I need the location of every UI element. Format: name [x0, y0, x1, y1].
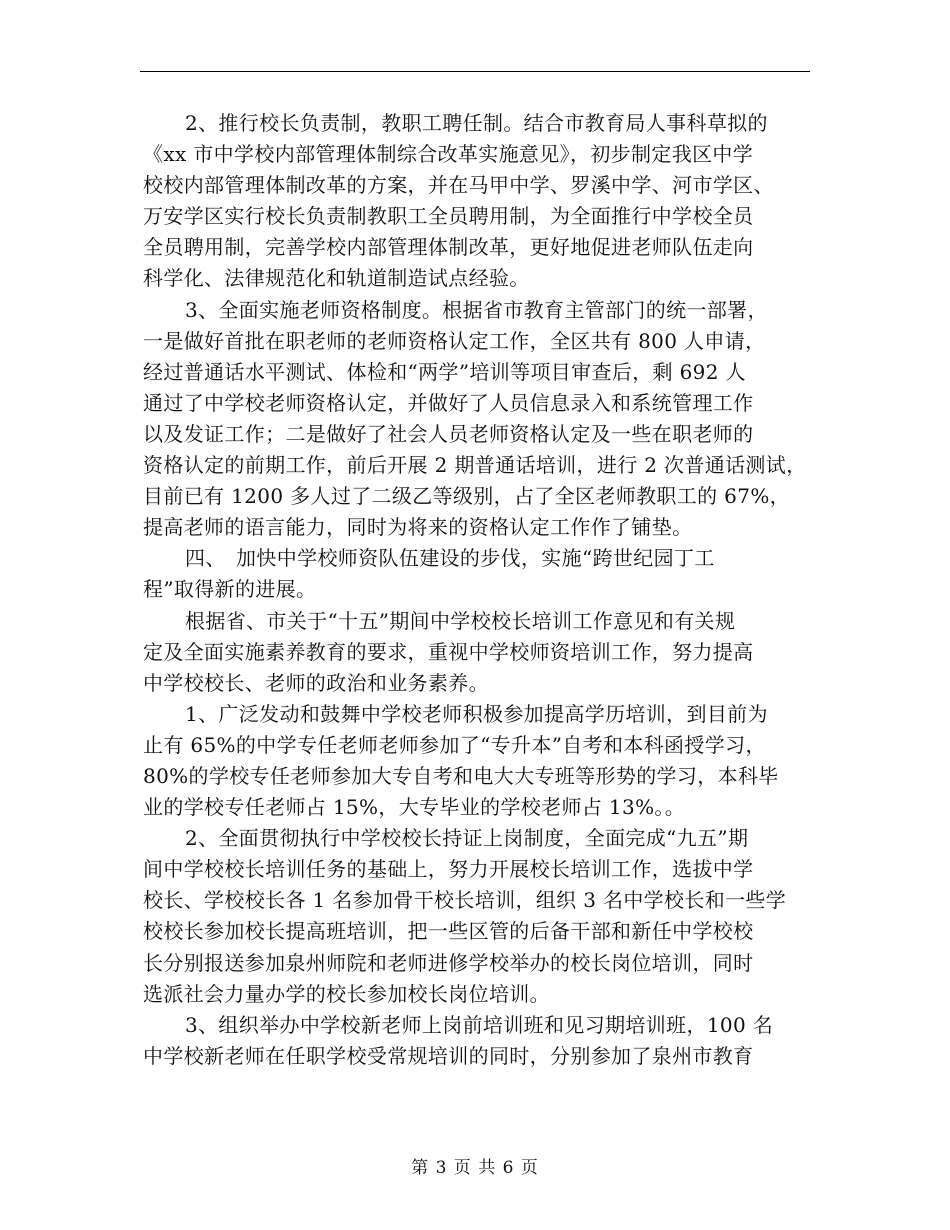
text-line: 提高老师的语言能力，同时为将来的资格认定工作作了铺垫。	[143, 515, 693, 540]
text-line: 中学校新老师在任职学校受常规培训的同时，分别参加了泉州市教育	[143, 1043, 754, 1068]
text-line: 万安学区实行校长负责制教职工全员聘用制，为全面推行中学校全员	[143, 204, 754, 229]
text-line: 全员聘用制，完善学校内部管理体制改革，更好地促进老师队伍走向	[143, 235, 754, 260]
text-line: 经过普通话水平测试、体检和“两学”培训等项目审查后，剩 692 人	[143, 359, 746, 384]
text-line: 3、全面实施老师资格制度。根据省市教育主管部门的统一部署，	[185, 297, 768, 322]
text-line: 校校内部管理体制改革的方案，并在马甲中学、罗溪中学、河市学区、	[143, 173, 774, 198]
text-line: 间中学校校长培训任务的基础上，努力开展校长培训工作，选拔中学	[143, 857, 754, 882]
document-body	[143, 108, 833, 1072]
text-line: 目前已有 1200 多人过了二级乙等级别，占了全区老师教职工的 67%，	[143, 484, 791, 509]
text-line: 程”取得新的进展。	[143, 577, 317, 602]
text-line: 长分别报送参加泉州师院和老师进修学校举办的校长岗位培训，同时	[143, 950, 754, 975]
page-footer: 第 3 页 共 6 页	[411, 1158, 539, 1178]
text-line: 校长、学校校长各 1 名参加骨干校长培训，组织 3 名中学校长和一些学	[143, 888, 787, 913]
text-line: 通过了中学校老师资格认定，并做好了人员信息录入和系统管理工作	[143, 390, 754, 415]
text-line: 科学化、法律规范化和轨道制造试点经验。	[143, 266, 530, 291]
text-line: 校校长参加校长提高班培训，把一些区管的后备干部和新任中学校校	[143, 919, 754, 944]
text-line: 2、推行校长负责制，教职工聘任制。结合市教育局人事科草拟的	[185, 111, 768, 135]
text-line: 1、广泛发动和鼓舞中学校老师积极参加提高学历培训，到目前为	[185, 701, 768, 726]
text-line: 一是做好首批在职老师的老师资格认定工作，全区共有 800 人申请，	[143, 328, 766, 353]
header-rule	[140, 71, 810, 72]
text-line: 2、全面贯彻执行中学校校长持证上岗制度，全面完成“九五”期	[185, 826, 749, 851]
text-line: 3、组织举办中学校新老师上岗前培训班和见习期培训班，100 名	[185, 1012, 774, 1037]
text-line: 定及全面实施素养教育的要求，重视中学校师资培训工作，努力提高	[143, 639, 754, 664]
text-line: 选派社会力量办学的校长参加校长岗位培训。	[143, 981, 550, 1006]
text-line: 根据省、市关于“十五”期间中学校校长培训工作意见和有关规	[185, 608, 736, 633]
text-line: 资格认定的前期工作，前后开展 2 期普通话培训，进行 2 次普通话测试，	[143, 453, 807, 478]
text-line: 止有 65%的中学专任老师老师参加了“专升本”自考和本科函授学习，	[143, 732, 766, 757]
text-line: 中学校校长、老师的政治和业务素养。	[143, 670, 489, 695]
text-line: 80%的学校专任老师参加大专自考和电大大专班等形势的学习，本科毕	[143, 763, 779, 788]
text-line: 《xx 市中学校内部管理体制综合改革实施意见》，初步制定我区中学	[143, 142, 754, 167]
text-line: 业的学校专任老师占 15%，大专毕业的学校老师占 13%。。	[143, 795, 686, 820]
text-line: 以及发证工作；二是做好了社会人员老师资格认定及一些在职老师的	[143, 421, 754, 446]
text-line: 四、 加快中学校师资队伍建设的步伐，实施“跨世纪园丁工	[185, 546, 715, 571]
